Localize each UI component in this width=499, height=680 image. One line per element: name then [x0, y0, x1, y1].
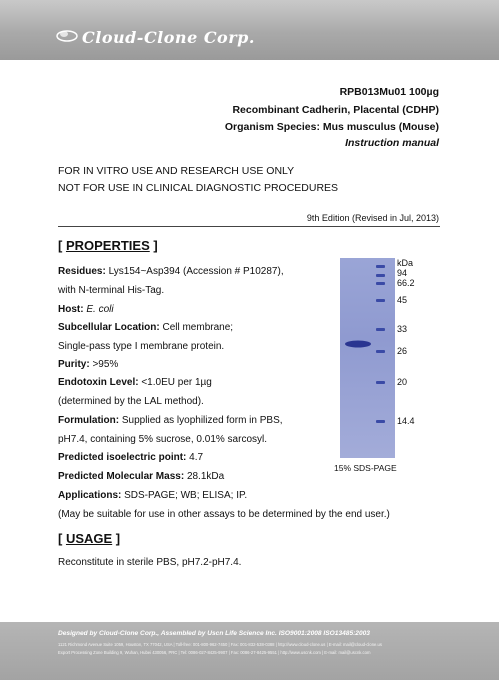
gel-caption: 15% SDS-PAGE — [334, 463, 397, 473]
header-banner — [0, 0, 499, 60]
applications-row — [58, 490, 247, 501]
marker-label: 33 — [397, 324, 408, 334]
marker-label: 94 — [397, 268, 408, 278]
host-label: Host: — [58, 304, 84, 315]
usage-title: USAGE — [65, 531, 113, 546]
residues-label: Residues: — [58, 266, 106, 277]
marker-label: 20 — [397, 377, 408, 387]
applications-label: Applications: — [58, 490, 122, 501]
usage-text: Reconstitute in sterile PBS, pH7.2-pH7.4. — [58, 557, 242, 568]
formulation-row — [58, 415, 283, 426]
gel-image — [340, 258, 395, 458]
properties-title: PROPERTIES — [65, 238, 150, 253]
footer-address-cn: Export Processing Zone Building 9, Wuhan, Hubei 430056, PRC | Tel: 0086-027-8425-9907 | Fax: 0086-27-8425-9551 | http://www.uscnk.com | E-mail: mail@uscnk.com — [58, 650, 371, 655]
marker-label: 66.2 — [397, 278, 415, 288]
residues-row-2: with N-terminal His-Tag. — [58, 285, 165, 296]
isoelectric-label: Predicted isoelectric point: — [58, 452, 187, 463]
host-row — [58, 304, 114, 315]
purity-row — [58, 359, 118, 370]
mass-label: Predicted Molecular Mass: — [58, 471, 185, 482]
research-use-notice: FOR IN VITRO USE AND RESEARCH USE ONLY — [58, 165, 295, 177]
kda-unit-label: kDa — [397, 258, 414, 268]
marker-label: 26 — [397, 346, 408, 356]
product-name: Recombinant Cadherin, Placental (CDHP) — [232, 104, 439, 116]
usage-heading: [ USAGE ] — [58, 531, 121, 546]
properties-heading: [ PROPERTIES ] — [58, 238, 158, 253]
applications-value: SDS-PAGE; WB; ELISA; IP. — [124, 490, 248, 501]
endotoxin-value: <1.0EU per 1µg — [141, 377, 212, 388]
divider — [58, 226, 440, 227]
marker-label: 45 — [397, 295, 408, 305]
subcellular-value: Cell membrane; — [162, 322, 234, 333]
edition-info: 9th Edition (Revised in Jul, 2013) — [306, 213, 439, 223]
endotoxin-row — [58, 377, 212, 388]
gel-bands — [340, 258, 395, 458]
formulation-label: Formulation: — [58, 415, 120, 426]
mass-value: 28.1kDa — [186, 471, 225, 482]
purity-label: Purity: — [58, 359, 90, 370]
endotoxin-label: Endotoxin Level: — [58, 377, 139, 388]
mass-row — [58, 471, 224, 482]
purity-value: >95% — [92, 359, 119, 370]
subcellular-row-2: Single-pass type I membrane protein. — [58, 341, 225, 352]
doc-type: Instruction manual — [345, 137, 439, 149]
cloud-logo-icon — [56, 28, 78, 42]
product-code: RPB013Mu01 100µg — [339, 86, 439, 98]
footer-credits: Designed by Cloud-Clone Corp., Assembled by Uscn Life Science Inc. ISO9001:2008 ISO13485:2003 — [58, 630, 370, 637]
company-name: Cloud-Clone Corp. — [82, 28, 255, 47]
endotoxin-row-2: (determined by the LAL method). — [58, 396, 204, 407]
residues-row — [58, 266, 284, 277]
isoelectric-row — [58, 452, 203, 463]
footer-banner — [0, 622, 499, 680]
marker-label: 14.4 — [397, 416, 415, 426]
subcellular-row — [58, 322, 233, 333]
host-value: E. coli — [86, 304, 114, 315]
sds-page-gel — [334, 258, 440, 473]
formulation-value: Supplied as lyophilized form in PBS, — [121, 415, 283, 426]
applications-note: (May be suitable for use in other assays to be determined by the end user.) — [58, 509, 390, 520]
formulation-row-2: pH7.4, containing 5% sucrose, 0.01% sarcosyl. — [58, 434, 267, 445]
residues-value: Lys154~Asp394 (Accession # P10287), — [108, 266, 284, 277]
clinical-use-notice: NOT FOR USE IN CLINICAL DIAGNOSTIC PROCEDURES — [58, 182, 339, 194]
subcellular-label: Subcellular Location: — [58, 322, 160, 333]
isoelectric-value: 4.7 — [189, 452, 204, 463]
footer-address-us: 1121 Richmond Avenue Suite 1059, Houston, TX 77042, USA | Toll-free: 001-800-962-7450 | Fax: 001-832-538-0388 | http://www.cloud-clone.us | E-mail: mail@cloud-clone.us — [58, 642, 382, 647]
organism-species: Organism Species: Mus musculus (Mouse) — [224, 121, 439, 133]
